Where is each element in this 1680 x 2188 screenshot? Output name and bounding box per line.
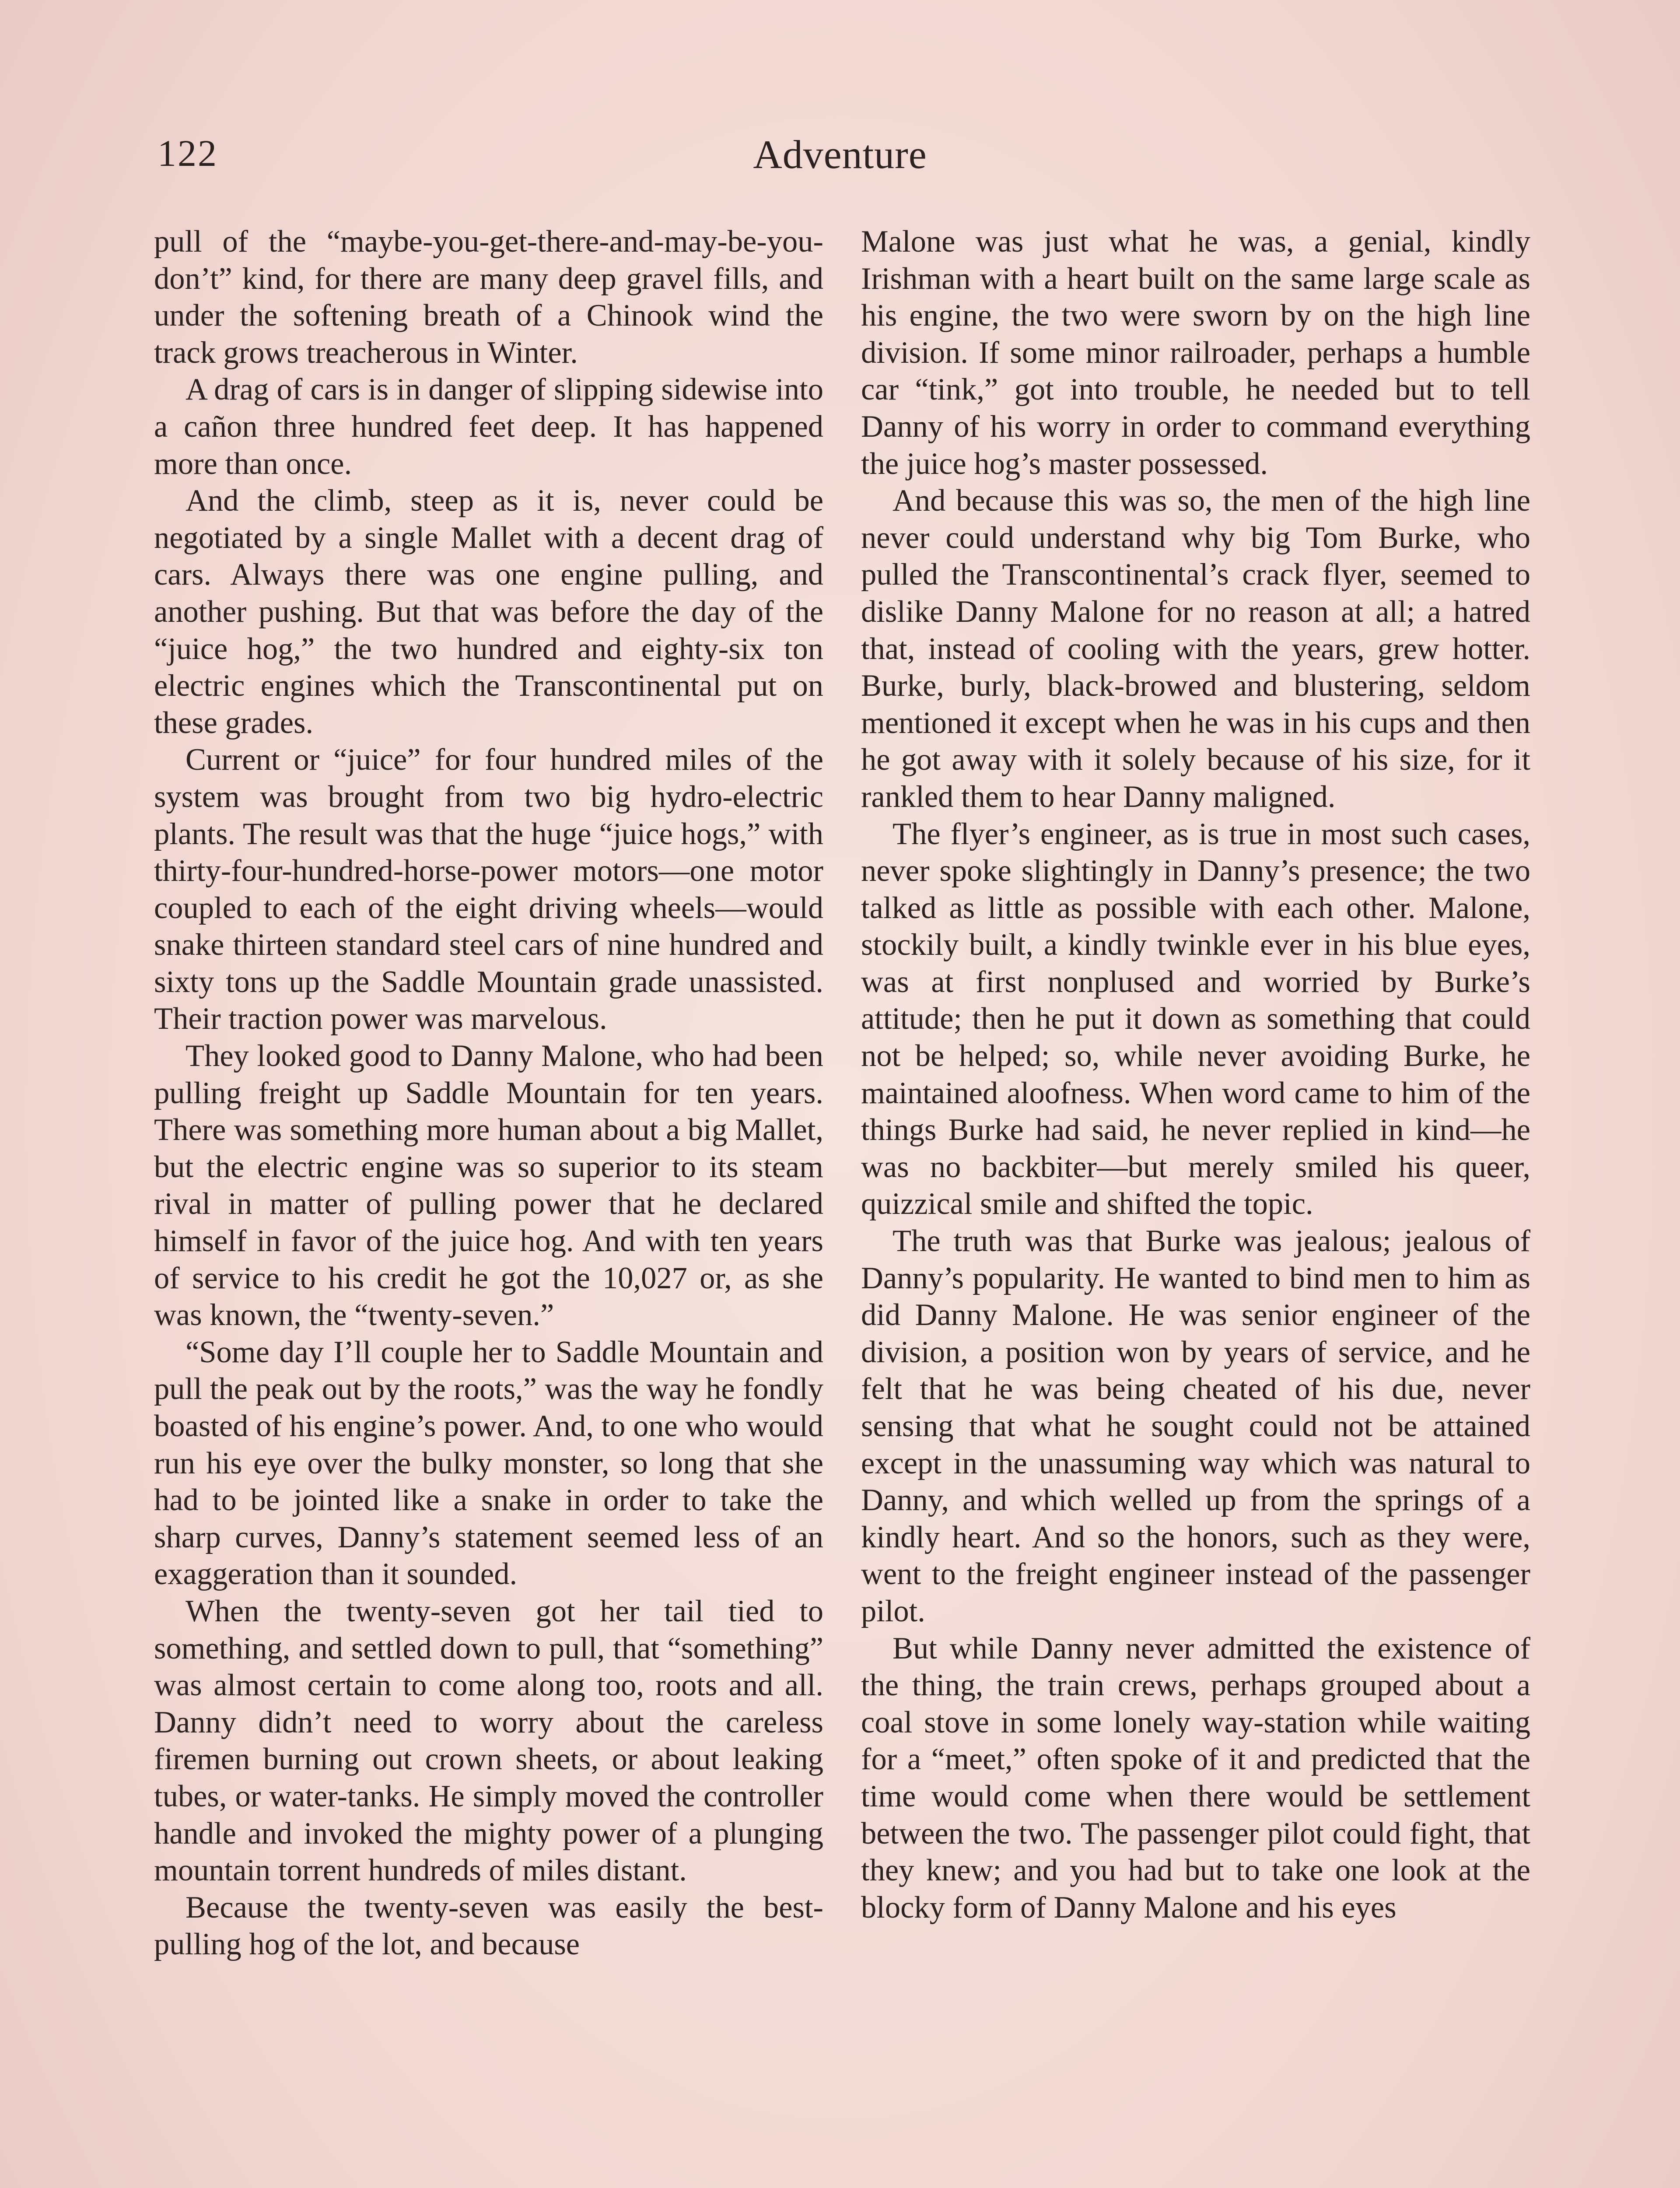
paragraph: When the twenty-seven got her tail tied to something, and settled down to pull, that “something” was almost certain to come along too, roots and all. Danny didn’t need to worry about the careless firemen burning out crown sheets, or about leaking tubes, or water-tanks. He simply moved the controller handle and invoked the mighty power of a plunging mountain torrent hundreds of miles distant. bbox=[154, 1594, 823, 1888]
paragraph: Because the twenty-seven was easily the best-pulling hog of the lot, and because bbox=[154, 1890, 823, 1962]
paragraph: Malone was just what he was, a genial, kindly Irishman with a heart built on the same large scale as his engine, the two were sworn by on the high line division. If some minor railroader, perhaps a humble car “tink,” got into trouble, he needed but to tell Danny of his worry in order to command everything the juice hog’s master possessed. bbox=[861, 224, 1530, 481]
paragraph: “Some day I’ll couple her to Saddle Mountain and pull the peak out by the roots,” was the way he fondly boasted of his engine’s power. And, to one who would run his eye over the bulky monster, so long that she had to be jointed like a snake in order to take the sharp curves, Danny’s statement seemed less of an exaggeration than it sounded. bbox=[154, 1335, 823, 1592]
paragraph: The truth was that Burke was jealous; jealous of Danny’s popularity. He wanted to bind men to him as did Danny Malone. He was senior engineer of the division, a position won by years of service, and he felt that he was being cheated of his due, never sensing that what he sought could not be attained except in the unassuming way which was natural to Danny, and which welled up from the springs of a kindly heart. And so the honors, such as they were, went to the freight engineer instead of the passenger pilot. bbox=[861, 1224, 1530, 1628]
paragraph: Current or “juice” for four hundred miles of the system was brought from two big hydro-electric plants. The result was that the huge “juice hogs,” with thirty-four-hundred-horse-power motors—one motor coupled to each of the eight driving wheels—would snake thirteen standard steel cars of nine hundred and sixty tons up the Saddle Mountain grade unassisted. Their traction power was marvelous. bbox=[154, 743, 823, 1036]
running-head bbox=[0, 131, 1680, 188]
magazine-title: Adventure bbox=[753, 132, 927, 177]
paragraph: pull of the “maybe-you-get-there-and-may-be-you-don’t” kind, for there are many deep gravel fills, and under the softening breath of a Chinook wind the track grows treacherous in Winter. bbox=[154, 224, 823, 370]
right-column bbox=[861, 223, 1530, 1926]
paragraph: And the climb, steep as it is, never could be negotiated by a single Mallet with a decent drag of cars. Always there was one engine pulling, and another pushing. But that was before the day of the “juice hog,” the two hundred and eighty-six ton electric engines which the Transcontinental put on these grades. bbox=[154, 484, 823, 740]
paragraph: A drag of cars is in danger of slipping sidewise into a cañon three hundred feet deep. It has happened more than once. bbox=[154, 372, 823, 481]
paragraph: But while Danny never admitted the existence of the thing, the train crews, perhaps grouped about a coal stove in some lonely way-station while waiting for a “meet,” often spoke of it and predicted that the time would come when there would be settlement between the two. The passenger pilot could fight, that they knew; and you had but to take one look at the blocky form of Danny Malone and his eyes bbox=[861, 1631, 1530, 1925]
paragraph: They looked good to Danny Malone, who had been pulling freight up Saddle Mountain for ten years. There was something more human about a big Mallet, but the electric engine was so superior to its steam rival in matter of pulling power that he declared himself in favor of the juice hog. And with ten years of service to his credit he got the 10,027 or, as she was known, the “twenty-seven.” bbox=[154, 1039, 823, 1332]
left-column bbox=[154, 223, 823, 1963]
paragraph: And because this was so, the men of the high line never could understand why big Tom Burke, who pulled the Transcontinental’s crack flyer, seemed to dislike Danny Malone for no reason at all; a hatred that, instead of cooling with the years, grew hotter. Burke, burly, black-browed and blustering, seldom mentioned it except when he was in his cups and then he got away with it solely because of his size, for it rankled them to hear Danny maligned. bbox=[861, 484, 1530, 814]
page-number: 122 bbox=[158, 132, 218, 174]
paragraph: The flyer’s engineer, as is true in most such cases, never spoke slightingly in Danny’s presence; the two talked as little as possible with each other. Malone, stockily built, a kindly twinkle ever in his blue eyes, was at first nonplused and worried by Burke’s attitude; then he put it down as something that could not be helped; so, while never avoiding Burke, he maintained aloofness. When word came to him of the things Burke had said, he never replied in kind—he was no backbiter—but merely smiled his queer, quizzical smile and shifted the topic. bbox=[861, 817, 1530, 1221]
